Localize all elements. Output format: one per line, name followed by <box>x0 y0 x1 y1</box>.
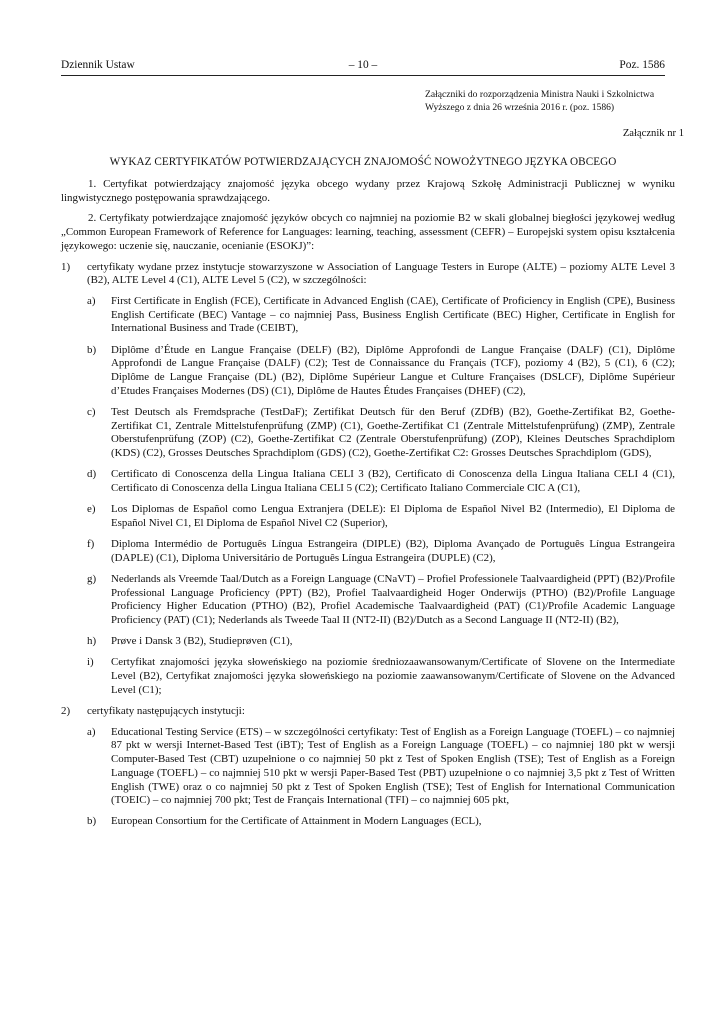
sub-item-text: Certificato di Conoscenza della Lingua Italiana CELI 3 (B2), Certificato di Conoscenza della Lingua Italiana CELI 4 (C1), Certificato di Conoscenza della Lingua Italiana CELI 5 (C2); Certificato Italiano Commerciale CIC A (C1), <box>111 468 675 494</box>
document-title: WYKAZ CERTYFIKATÓW POTWIERDZAJĄCYCH ZNAJOMOŚĆ NOWOŻYTNEGO JĘZYKA OBCEGO <box>109 156 617 168</box>
sub-item <box>61 635 675 649</box>
sub-item-letter: f) <box>87 537 95 550</box>
sub-item-letter: a) <box>87 294 96 307</box>
sub-item-letter: c) <box>87 405 96 418</box>
sub-item-letter: b) <box>87 343 97 356</box>
sub-item-text: Los Diplomas de Español como Lengua Extranjera (DELE): El Diploma de Español Nivel B2 (Intermedio), El Diploma de Español Nivel C1, El Diploma de Español Nivel C2 (Superior), <box>111 503 675 529</box>
position-number: Poz. 1586 <box>619 59 665 71</box>
sub-item <box>61 406 675 461</box>
list-item <box>61 705 675 719</box>
sub-item <box>61 815 675 829</box>
sub-item-letter: e) <box>87 503 96 516</box>
list-item <box>61 261 675 288</box>
sub-item-text: European Consortium for the Certificate of Attainment in Modern Languages (ECL), <box>111 815 482 828</box>
sub-item-letter: h) <box>87 635 97 648</box>
sub-item <box>61 468 675 495</box>
sub-item-text: Diplôme d’Étude en Langue Française (DELF) (B2), Diplôme Approfondi de Langue Française (DALF) (C1), Diplôme Approfondi de Langue Française (DALF) (C2); Test de Connaissance du Français (TCF), poziomy 4 (B2), 5 (C1), 6 (C2); Diplôme de Langue Française (DL) (B2), Diplôme Supérieur Langue et Culture Françaises (DSLCF), Diplôme Supérieur d’Etudes Françaises Modernes (DS) (C1), Diplôme de Hautes Études Françaises (DHEF) (C2), <box>111 343 675 397</box>
sub-item <box>61 726 675 808</box>
annex-note-line: Wyższego z dnia 26 września 2016 r. (poz. 1586) <box>425 101 615 113</box>
list-item-number: 1) <box>61 260 71 273</box>
sub-item-text: Prøve i Dansk 3 (B2), Studieprøven (C1), <box>111 635 293 648</box>
list-item-text: certyfikaty następujących instytucji: <box>87 705 245 717</box>
sub-item-letter: i) <box>87 656 94 669</box>
sub-item-letter: a) <box>87 725 96 738</box>
sub-item <box>61 656 675 697</box>
header-rule <box>61 75 665 76</box>
list-item-text: certyfikaty wydane przez instytucje stowarzyszone w Association of Language Testers in Europe (ALTE) – poziomy ALTE Level 3 (B2), ALTE Level 4 (C1), ALTE Level 5 (C2), w szczególności: <box>87 260 675 287</box>
sub-item <box>61 344 675 399</box>
sub-item <box>61 503 675 530</box>
document-body <box>61 178 675 837</box>
sub-item-letter: b) <box>87 815 97 828</box>
annex-note <box>425 89 685 114</box>
sub-item-text: Diploma Intermédio de Português Língua Estrangeira (DIPLE) (B2), Diploma Avançado de Português Língua Estrangeira (DAPLE) (C1), Diploma Universitário de Português Língua Estrangeira (DUPLE) (C2), <box>111 537 675 564</box>
journal-name: Dziennik Ustaw <box>61 59 135 71</box>
paragraph: 2. Certyfikaty potwierdzające znajomość języków obcych co najmniej na poziomie B2 w skali globalnej biegłości językowej według „Common European Framework of Reference for Languages: learning, teaching, assessment (CEFR) – Europejski system opisu kształcenia językowego: uczenie się, nauczanie, ocenianie (ESOKJ)”: <box>61 212 675 252</box>
sub-item <box>61 295 675 336</box>
sub-item-text: Nederlands als Vreemde Taal/Dutch as a Foreign Language (CNaVT) – Profiel Professionele Taalvaardigheid (PPT) (B2)/Profile Professional Language Proficiency (PPT) (B2), Profiel Taalvaardigheid Hoger Onderwijs (PTHO) (B2)/Profile Language Proficiency Higher Education (PTHO) (B2), Profiel Academische Taalvaardigheid (PAT) (C1)/Profile Academic Language Proficiency (PAT) (C1); Nederlands als Tweede Taal II (NT2-II) (B2)/Dutch as a Second Language II (NT2-II) (B2), <box>111 572 675 626</box>
sub-item-text: Educational Testing Service (ETS) – w szczególności certyfikaty: Test of English as a Foreign Language (TOEFL) – co najmniej 87 pkt w wersji Internet-Based Test (iBT); Test of English as a Foreign Language (TOEFL) – co najmniej 180 pkt w wersji Computer-Based Test (CBT) uzupełnione o co najmniej 50 pkt z Test of Spoken English (TSE); Test of English as a Foreign Language (TOEFL) – co najmniej 510 pkt w wersji Paper-Based Test (PBT) uzupełnione o co najmniej 3,5 pkt z Test of Written English (TWE) oraz o co najmniej 50 pkt z Test of Spoken English (TSE); Test of English for International Communication (TOEIC) – co najmniej 700 pkt; Test de Français International (TFI) – co najmniej 605 pkt, <box>111 725 675 807</box>
sub-item <box>61 573 675 628</box>
sub-item-text: Test Deutsch als Fremdsprache (TestDaF); Zertifikat Deutsch für den Beruf (ZDfB) (B2), Goethe-Zertifikat B2, Goethe-Zertifikat C1, Zentrale Mittelstufenprüfung (ZMP) (C1), Goethe-Zertifikat C1 (Zentrale Mittelstufenprüfung) (ZMP), Zentrale Oberstufenprüfung (ZOP) (C2), Goethe-Zertifikat C2 (Zentrale Oberstufenprüfung) (ZOP), Kleines Deutsches Sprachdiplom (KDS) (C2), Grosses Deutsches Sprachdiplom (GDS) (C2), Goethe-Zertifikat C2: Grosses Deutsches Sprachdiplom (GDS), <box>111 405 675 459</box>
sub-item-text: First Certificate in English (FCE), Certificate in Advanced English (CAE), Certificate of Proficiency in English (CPE), Business English Certificate (BEC) Vantage – co najmniej Pass, Business English Certificate (BEC) Higher, Certificate in English for International Business and Trade (CEIBT), <box>111 294 675 335</box>
page-number: – 10 – <box>348 59 378 71</box>
annex-note-line: Załączniki do rozporządzenia Ministra Nauki i Szkolnictwa <box>425 89 655 100</box>
list-item-number: 2) <box>61 705 71 717</box>
sub-item-text: Certyfikat znajomości języka słoweńskiego na poziomie średniozaawansowanym/Certificate of Slovene on the Intermediate Level (B2), Certyfikat znajomości języka słoweńskiego na poziomie zaawansowanym/Certificate of Slovene on the Advanced Level (C1); <box>111 656 675 696</box>
annex-number: Załącznik nr 1 <box>622 128 684 139</box>
paragraph: 1. Certyfikat potwierdzający znajomość języka obcego wydany przez Krajową Szkołę Administracji Publicznej w wyniku lingwistycznego postępowania sprawdzającego. <box>61 178 675 204</box>
sub-item-letter: g) <box>87 572 97 585</box>
sub-item <box>61 538 675 565</box>
sub-item-letter: d) <box>87 468 97 481</box>
page-header <box>61 59 665 75</box>
